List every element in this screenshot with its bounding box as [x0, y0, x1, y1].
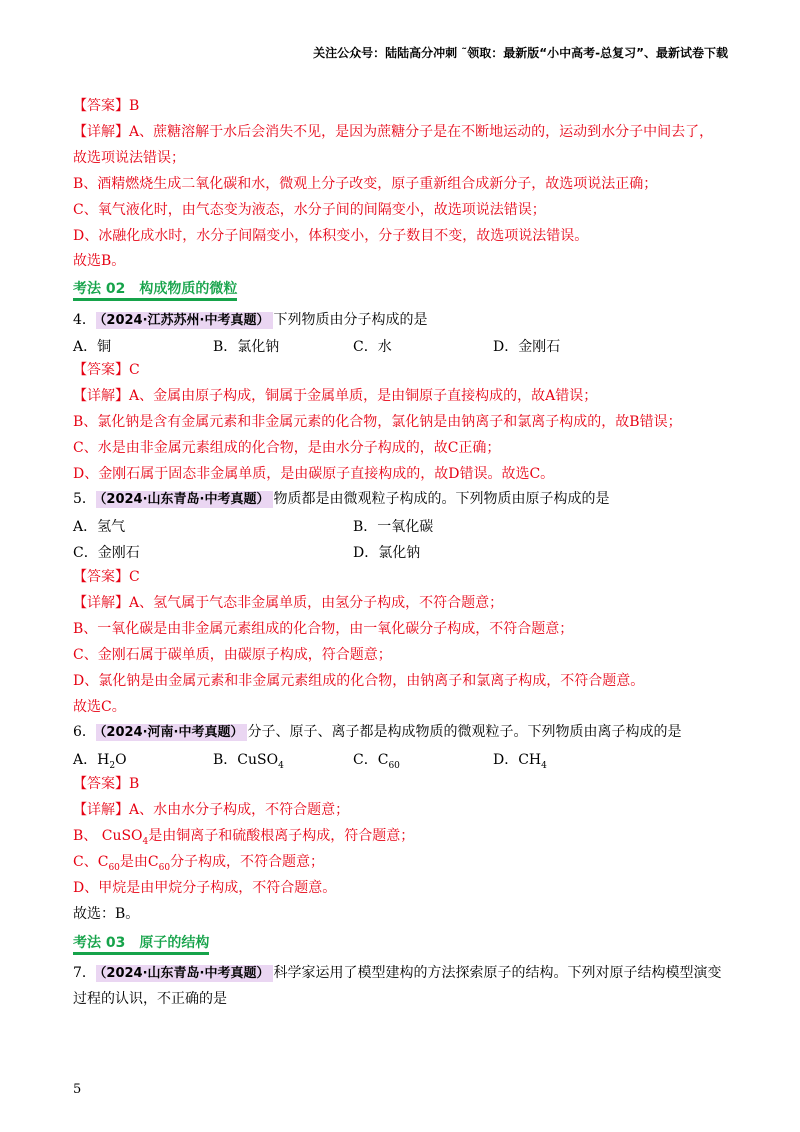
source-tag: （2024·山东青岛·中考真题） — [96, 965, 274, 982]
detail-line: 故选项说法错误； — [73, 150, 185, 166]
question-stem: 5． （2024·山东青岛·中考真题） 物质都是由微观粒子构成的。下列物质由原子构成的是 — [73, 491, 610, 507]
detail-line: C、水是由非金属元素组成的化合物，是由水分子构成的，故C正确； — [73, 440, 501, 456]
question-stem: 6． （2024·河南·中考真题） 分子、原子、离子都是构成物质的微观粒子。下列物质由离子构成的是 — [73, 724, 682, 740]
option: B．CuSO$_4$ — [213, 752, 284, 771]
detail-line: D、氯化钠是由金属元素和非金属元素组成的化合物，由钠离子和氯离子构成，不符合题意。 — [73, 673, 645, 689]
detail-line: 【详解】A、金属由原子构成，铜属于金属单质，是由铜原子直接构成的，故A错误； — [73, 388, 598, 404]
detail-line: 【详解】A、水由水分子构成，不符合题意； — [73, 802, 350, 818]
detail-line: D、冰融化成水时，水分子间隔变小，体积变小，分子数目不变，故选项说法错误。 — [73, 228, 589, 244]
detail-line: D、金刚石属于固态非金属单质，是由碳原子直接构成的，故D错误。故选C。 — [73, 466, 555, 482]
detail-line: B、酒精燃烧生成二氧化碳和水，微观上分子改变，原子重新组合成新分子，故选项说法正确； — [73, 176, 658, 192]
detail-line: C、氧气液化时，由气态变为液态，水分子间的间隔变小，故选项说法错误； — [73, 202, 546, 218]
detail-line: 【详解】A、蔗糖溶解于水后会消失不见，是因为蔗糖分子是在不断地运动的，运动到水分子中间去了， — [73, 124, 714, 140]
detail-line: D、甲烷是由甲烷分子构成，不符合题意。 — [73, 880, 337, 896]
option: A．氢气 — [73, 519, 126, 535]
option: B．一氧化碳 — [353, 519, 434, 535]
detail-line: C、金刚石属于碳单质，由碳原子构成，符合题意； — [73, 647, 392, 663]
question-stem: 4． （2024·江苏苏州·中考真题） 下列物质由分子构成的是 — [73, 312, 428, 328]
detail-line: B、氯化钠是含有金属元素和非金属元素的化合物，氯化钠是由钠离子和氯离子构成的，故B错误； — [73, 414, 682, 430]
answer-line: 【答案】B — [73, 776, 140, 792]
question-stem: 7． （2024·山东青岛·中考真题） 科学家运用了模型建构的方法探索原子的结构。下列对原子结构模型演变 — [73, 965, 722, 981]
detail-line: 故选C。 — [73, 699, 126, 715]
detail-line: B、 CuSO$_4$是由铜离子和硫酸根离子构成，符合题意； — [73, 828, 415, 847]
option: C．金刚石 — [73, 545, 140, 561]
detail-line: 故选B。 — [73, 253, 126, 269]
detail-line: B、一氧化碳是由非金属元素组成的化合物，由一氧化碳分子构成，不符合题意； — [73, 621, 574, 637]
page-header: 关注公众号：陆陆高分冲刺 ˜领取：最新版“小中高考-总复习”、最新试卷下载 — [313, 46, 728, 60]
section-heading: 考法 03 原子的结构 — [73, 932, 209, 952]
option: A．$H_2O$ — [73, 752, 127, 771]
option: C．水 — [353, 339, 392, 355]
answer-line: 【答案】B — [73, 98, 140, 114]
source-tag: （2024·河南·中考真题） — [96, 724, 248, 741]
conclusion-line: 故选：B。 — [73, 906, 140, 922]
option: D．氯化钠 — [353, 545, 421, 561]
option: A．铜 — [73, 339, 112, 355]
option: D．$CH_4$ — [493, 752, 547, 771]
detail-line: C、$C_{60}$是由$C_{60}$分子构成，不符合题意； — [73, 854, 325, 873]
page-number: 5 — [73, 1082, 82, 1097]
option: B．氯化钠 — [213, 339, 280, 355]
source-tag: （2024·江苏苏州·中考真题） — [96, 312, 274, 329]
answer-line: 【答案】C — [73, 569, 140, 585]
source-tag: （2024·山东青岛·中考真题） — [96, 491, 274, 508]
answer-line: 【答案】C — [73, 362, 140, 378]
option: C．$C_{60}$ — [353, 752, 400, 771]
detail-line: 【详解】A、氢气属于气态非金属单质，由氢分子构成，不符合题意； — [73, 595, 504, 611]
question-stem-cont: 过程的认识，不正确的是 — [73, 991, 227, 1007]
option: D．金刚石 — [493, 339, 561, 355]
section-heading: 考法 02 构成物质的微粒 — [73, 278, 237, 298]
